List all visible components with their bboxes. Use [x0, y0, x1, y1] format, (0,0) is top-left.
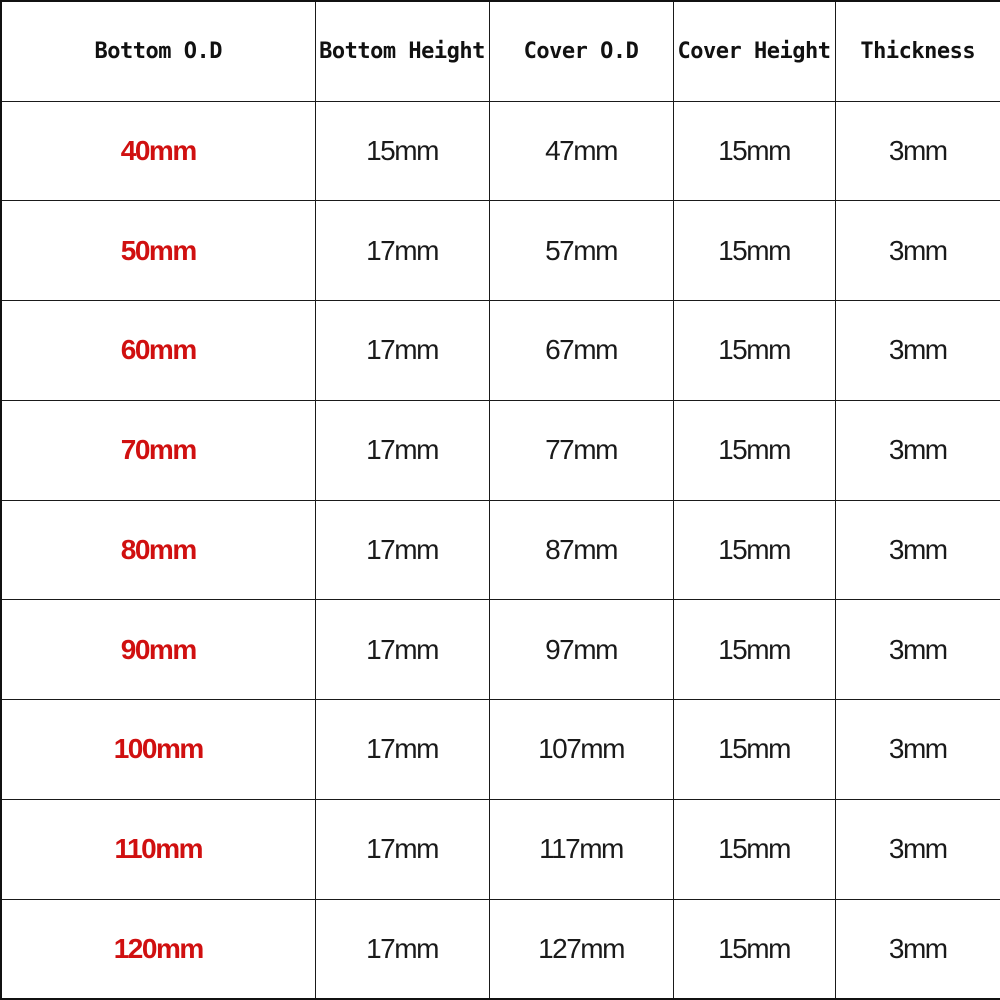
table-row — [1, 400, 1000, 500]
cell-cover-od: 67mm — [489, 301, 673, 401]
cell-cover-od: 47mm — [489, 101, 673, 201]
cell-bottom-height: 17mm — [315, 400, 489, 500]
cell-cover-height: 15mm — [673, 400, 835, 500]
header-bottom-height: Bottom Height — [315, 1, 489, 101]
cell-cover-height: 15mm — [673, 201, 835, 301]
cell-cover-height: 15mm — [673, 101, 835, 201]
cell-cover-od: 87mm — [489, 500, 673, 600]
table-row — [1, 799, 1000, 899]
cell-bottom-od: 120mm — [1, 899, 315, 999]
cell-thickness: 3mm — [835, 600, 1000, 700]
cell-cover-od: 57mm — [489, 201, 673, 301]
cell-bottom-height: 17mm — [315, 201, 489, 301]
cell-cover-od: 97mm — [489, 600, 673, 700]
cell-bottom-height: 17mm — [315, 600, 489, 700]
cell-thickness: 3mm — [835, 301, 1000, 401]
cell-bottom-height: 17mm — [315, 899, 489, 999]
cell-cover-height: 15mm — [673, 700, 835, 800]
cell-bottom-od: 40mm — [1, 101, 315, 201]
cell-thickness: 3mm — [835, 500, 1000, 600]
table-row — [1, 500, 1000, 600]
cell-bottom-od: 70mm — [1, 400, 315, 500]
cell-cover-height: 15mm — [673, 799, 835, 899]
cell-bottom-height: 17mm — [315, 700, 489, 800]
cell-bottom-od: 80mm — [1, 500, 315, 600]
table-body — [1, 101, 1000, 999]
header-cover-height: Cover Height — [673, 1, 835, 101]
cell-bottom-od: 100mm — [1, 700, 315, 800]
cell-cover-height: 15mm — [673, 301, 835, 401]
cell-cover-height: 15mm — [673, 899, 835, 999]
cell-cover-od: 117mm — [489, 799, 673, 899]
cell-bottom-height: 15mm — [315, 101, 489, 201]
cell-thickness: 3mm — [835, 700, 1000, 800]
header-thickness: Thickness — [835, 1, 1000, 101]
cell-bottom-height: 17mm — [315, 500, 489, 600]
cell-cover-od: 77mm — [489, 400, 673, 500]
cell-cover-od: 127mm — [489, 899, 673, 999]
cell-bottom-od: 110mm — [1, 799, 315, 899]
cell-thickness: 3mm — [835, 400, 1000, 500]
table-row — [1, 101, 1000, 201]
cell-bottom-od: 50mm — [1, 201, 315, 301]
cell-cover-height: 15mm — [673, 600, 835, 700]
table-row — [1, 600, 1000, 700]
header-cover-od: Cover O.D — [489, 1, 673, 101]
table-row — [1, 301, 1000, 401]
cell-thickness: 3mm — [835, 899, 1000, 999]
cell-bottom-od: 90mm — [1, 600, 315, 700]
cell-bottom-height: 17mm — [315, 301, 489, 401]
cell-thickness: 3mm — [835, 101, 1000, 201]
cell-bottom-od: 60mm — [1, 301, 315, 401]
header-row — [1, 1, 1000, 101]
cell-thickness: 3mm — [835, 799, 1000, 899]
cell-cover-height: 15mm — [673, 500, 835, 600]
cell-cover-od: 107mm — [489, 700, 673, 800]
header-bottom-od: Bottom O.D — [1, 1, 315, 101]
table-row — [1, 700, 1000, 800]
cell-thickness: 3mm — [835, 201, 1000, 301]
table-row — [1, 201, 1000, 301]
table-row — [1, 899, 1000, 999]
cell-bottom-height: 17mm — [315, 799, 489, 899]
